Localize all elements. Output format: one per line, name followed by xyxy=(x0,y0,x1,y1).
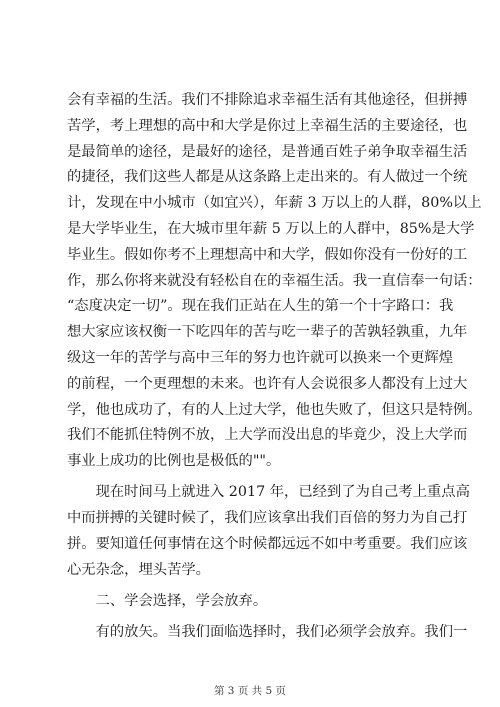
text-line: 想大家应该权衡一下吃四年的苦与吃一辈子的苦孰轻孰重，九年 xyxy=(67,324,468,341)
paragraph-2 xyxy=(67,480,470,583)
text-line: 作，那么你将来就没有轻松自在的幸福生活。我一直信奉一句话： xyxy=(67,272,482,289)
paragraph-1 xyxy=(67,88,482,475)
text-line: 中而拼搏的关键时候了，我们应该拿出我们百倍的努力为自己打 xyxy=(67,510,468,527)
text-line: 心无杂念，埋头苦学。 xyxy=(67,561,210,578)
text-line: 苦学，考上理想的高中和大学是你过上幸福生活的主要途径，也 xyxy=(67,117,468,134)
text-line: 事业上成功的比例也是极低的""。 xyxy=(67,453,281,470)
text-line: 是最简单的途径，是最好的途径，是普通百姓子弟争取幸福生活 xyxy=(67,143,468,160)
text-line: 是大学毕业生，在大城市里年薪 5 万以上的人群中，85%是大学 xyxy=(67,220,475,237)
paragraph-4 xyxy=(67,620,468,646)
text-line: 会有幸福的生活。我们不排除追求幸福生活有其他途径，但拼搏 xyxy=(67,92,468,108)
text-line: 拼。要知道任何事情在这个时候都远远不如中考重要。我们应该 xyxy=(67,536,468,553)
text-line: 计，发现在中小城市（如宜兴），年薪 3 万以上的人群，80%以上 xyxy=(67,195,482,212)
page-footer: 第 3 页 共 5 页 xyxy=(213,685,287,697)
section-heading xyxy=(67,589,435,615)
text-line: 级这一年的苦学与高中三年的努力也许就可以换来一个更辉煌 xyxy=(67,349,454,366)
text-line: 的捷径，我们这些人都是从这条路上走出来的。有人做过一个统 xyxy=(67,169,468,186)
text-line: 毕业生。假如你考不上理想高中和大学，假如你没有一份好的工 xyxy=(67,246,468,263)
text-line: 学，他也成功了，有的人上过大学，他也失败了，但这只是特例。 xyxy=(67,401,482,418)
text-line: “态度决定一切”。现在我们正站在人生的第一个十字路口：我 xyxy=(67,298,454,315)
body-text xyxy=(67,88,482,646)
text-line: 我们不能抓住特例不放，上大学而没出息的毕竟少，没上大学而 xyxy=(67,427,468,444)
text-line: 的前程，一个更理想的未来。也许有人会说很多人都没有上过大 xyxy=(67,375,468,392)
text-line: 二、学会选择，学会放弃。 xyxy=(67,593,268,610)
text-line: 有的放矢。当我们面临选择时，我们必须学会放弃。我们一 xyxy=(67,624,468,641)
text-line: 现在时间马上就进入 2017 年，已经到了为自己考上重点高 xyxy=(67,484,470,501)
